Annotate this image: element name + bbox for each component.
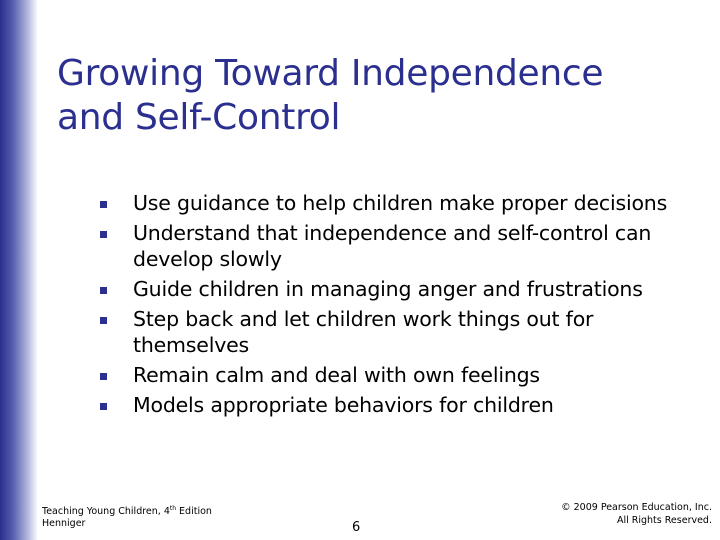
bullet-list bbox=[100, 190, 700, 422]
footer-book-title-text: Teaching Young Children, 4 bbox=[42, 506, 170, 518]
side-gradient-bar bbox=[0, 0, 38, 540]
bullet-item bbox=[100, 276, 700, 302]
square-bullet-icon bbox=[100, 201, 107, 208]
footer-author: Henniger bbox=[42, 518, 86, 530]
square-bullet-icon bbox=[100, 231, 107, 238]
footer-book-info bbox=[42, 503, 212, 530]
square-bullet-icon bbox=[100, 287, 107, 294]
bullet-item bbox=[100, 190, 700, 216]
footer-edition-superscript: th bbox=[169, 505, 177, 512]
footer-copyright-block bbox=[561, 501, 712, 527]
slide-title bbox=[57, 52, 697, 140]
square-bullet-icon bbox=[100, 403, 107, 410]
bullet-text: Understand that independence and self-control can develop slowly bbox=[133, 221, 652, 271]
page-number: 6 bbox=[352, 520, 361, 535]
footer-copyright: © 2009 Pearson Education, Inc. bbox=[561, 502, 712, 513]
bullet-item bbox=[100, 392, 700, 418]
bullet-text: Guide children in managing anger and frustrations bbox=[133, 277, 643, 301]
slide-title-line-2: and Self-Control bbox=[57, 96, 341, 138]
bullet-item bbox=[100, 306, 700, 358]
footer-edition-label: Edition bbox=[176, 506, 212, 518]
square-bullet-icon bbox=[100, 373, 107, 380]
slide-title-line-1: Growing Toward Independence bbox=[57, 53, 604, 94]
bullet-text: Step back and let children work things out for themselves bbox=[133, 307, 594, 357]
square-bullet-icon bbox=[100, 317, 107, 324]
bullet-text: Remain calm and deal with own feelings bbox=[133, 363, 540, 387]
bullet-text: Models appropriate behaviors for children bbox=[133, 393, 554, 417]
footer-book-title bbox=[42, 506, 212, 517]
bullet-text: Use guidance to help children make proper decisions bbox=[133, 191, 668, 215]
bullet-item bbox=[100, 220, 700, 272]
footer-rights: All Rights Reserved. bbox=[616, 515, 712, 526]
bullet-item bbox=[100, 362, 700, 388]
